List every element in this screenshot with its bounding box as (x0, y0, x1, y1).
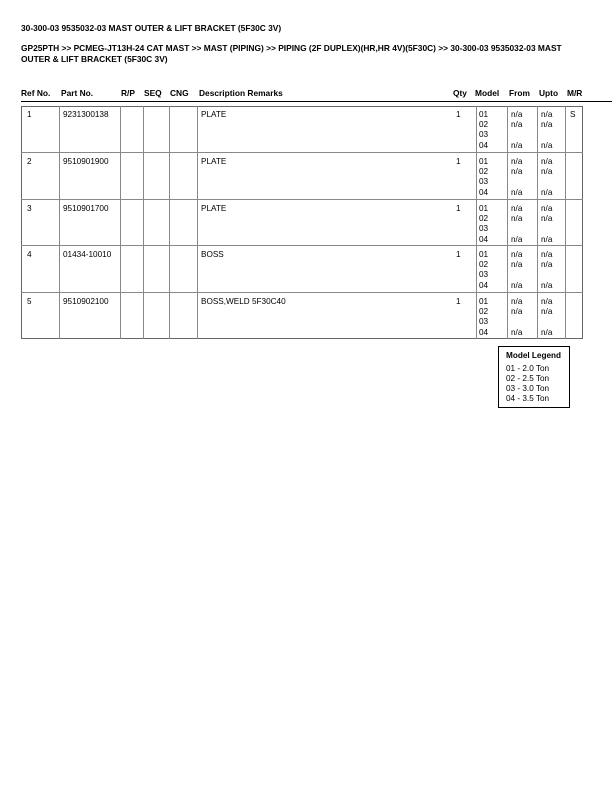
upto-list (541, 250, 552, 291)
from-value: n/a (511, 187, 523, 197)
breadcrumb: GP25PTH >> PCMEG-JT13H-24 CAT MAST >> MAST (PIPING) >> PIPING (2F DUPLEX)(HR,HR 4V)(5F30C) >> 30-300-03 9535032-03 MAST OUTER & LIFT BRACKET (5F30C 3V) (21, 43, 562, 64)
col-part-no: Part No. (61, 88, 94, 98)
model-code: 02 (479, 214, 489, 224)
from-value: n/a (511, 157, 523, 166)
model-code: 01 (479, 204, 489, 213)
upto-list (541, 157, 552, 198)
from-list (511, 297, 522, 338)
from-value: n/a (511, 327, 523, 337)
upto-value: n/a (541, 297, 553, 306)
model-code: 01 (479, 110, 489, 119)
qty: 1 (456, 250, 461, 259)
upto-value: n/a (541, 234, 553, 244)
model-code: 03 (479, 224, 489, 234)
upto-value: n/a (541, 214, 553, 224)
model-list (479, 250, 488, 291)
upto-value: n/a (541, 250, 553, 259)
part-no: 9231300138 (63, 110, 109, 119)
upto-value: n/a (541, 327, 553, 337)
model-legend (498, 346, 570, 408)
column-divider (169, 106, 170, 339)
from-value: n/a (511, 110, 523, 119)
upto-value: n/a (541, 307, 553, 317)
mr-flag: S (570, 110, 576, 119)
description: BOSS (201, 250, 224, 259)
qty: 1 (456, 297, 461, 306)
part-no: 9510901900 (63, 157, 109, 166)
part-no: 9510901700 (63, 204, 109, 213)
upto-value (541, 270, 552, 280)
row-divider (21, 245, 583, 246)
from-value: n/a (511, 140, 523, 150)
model-code: 01 (479, 157, 489, 166)
col-upto: Upto (539, 88, 559, 98)
from-value (511, 177, 522, 187)
model-code: 01 (479, 297, 489, 306)
from-value: n/a (511, 307, 523, 317)
ref-no: 2 (27, 157, 32, 166)
row-divider (21, 199, 583, 200)
model-code: 04 (479, 187, 489, 197)
legend-item: 03 - 3.0 Ton (506, 384, 550, 393)
column-divider (120, 106, 121, 339)
upto-value: n/a (541, 140, 553, 150)
qty: 1 (456, 157, 461, 166)
upto-list (541, 204, 552, 245)
from-value: n/a (511, 120, 523, 130)
col-model: Model (475, 88, 500, 98)
upto-value (541, 130, 552, 140)
from-value: n/a (511, 204, 523, 213)
column-divider (565, 106, 566, 339)
page-title: 30-300-03 9535032-03 MAST OUTER & LIFT BRACKET (5F30C 3V) (21, 23, 282, 33)
from-list (511, 250, 522, 291)
from-value: n/a (511, 297, 523, 306)
model-code: 04 (479, 327, 489, 337)
upto-value: n/a (541, 187, 553, 197)
upto-list (541, 110, 552, 151)
ref-no: 1 (27, 110, 32, 119)
upto-value: n/a (541, 157, 553, 166)
model-code: 03 (479, 177, 489, 187)
ref-no: 3 (27, 204, 32, 213)
row-divider (21, 292, 583, 293)
model-code: 04 (479, 280, 489, 290)
col-mr: M/R (567, 88, 583, 98)
model-code: 03 (479, 130, 489, 140)
model-list (479, 204, 488, 245)
col-description: Description Remarks (199, 88, 283, 98)
from-value: n/a (511, 280, 523, 290)
from-value: n/a (511, 234, 523, 244)
upto-value: n/a (541, 204, 553, 213)
legend-item: 01 - 2.0 Ton (506, 364, 550, 373)
col-from: From (509, 88, 530, 98)
from-list (511, 110, 522, 151)
model-code: 02 (479, 260, 489, 270)
description: BOSS,WELD 5F30C40 (201, 297, 286, 306)
upto-value: n/a (541, 120, 553, 130)
from-value: n/a (511, 167, 523, 177)
col-cng: CNG (170, 88, 189, 98)
from-value: n/a (511, 260, 523, 270)
column-divider (537, 106, 538, 339)
col-seq: SEQ (144, 88, 162, 98)
description: PLATE (201, 157, 227, 166)
model-code: 04 (479, 140, 489, 150)
header-rule (21, 101, 612, 102)
legend-item: 02 - 2.5 Ton (506, 374, 550, 383)
from-list (511, 204, 522, 245)
legend-item: 04 - 3.5 Ton (506, 394, 550, 403)
from-value (511, 270, 522, 280)
model-code: 02 (479, 307, 489, 317)
upto-value: n/a (541, 260, 553, 270)
legend-title: Model Legend (506, 351, 562, 360)
col-rp: R/P (121, 88, 135, 98)
upto-value (541, 224, 552, 234)
column-divider (197, 106, 198, 339)
column-divider (143, 106, 144, 339)
model-code: 02 (479, 120, 489, 130)
row-divider (21, 152, 583, 153)
column-divider (476, 106, 477, 339)
upto-value: n/a (541, 280, 553, 290)
upto-list (541, 297, 552, 338)
model-list (479, 157, 488, 198)
model-code: 04 (479, 234, 489, 244)
part-no: 9510902100 (63, 297, 109, 306)
description: PLATE (201, 110, 227, 119)
column-divider (59, 106, 60, 339)
upto-value: n/a (541, 167, 553, 177)
from-list (511, 157, 522, 198)
from-value (511, 317, 522, 327)
part-no: 01434-10010 (63, 250, 112, 259)
qty: 1 (456, 204, 461, 213)
qty: 1 (456, 110, 461, 119)
from-value (511, 224, 522, 234)
col-qty: Qty (453, 88, 467, 98)
model-code: 03 (479, 317, 489, 327)
ref-no: 4 (27, 250, 32, 259)
ref-no: 5 (27, 297, 32, 306)
model-list (479, 110, 488, 151)
model-code: 03 (479, 270, 489, 280)
column-divider (507, 106, 508, 339)
description: PLATE (201, 204, 227, 213)
legend-list (506, 364, 549, 404)
upto-value (541, 317, 552, 327)
model-code: 01 (479, 250, 489, 259)
upto-value: n/a (541, 110, 553, 119)
col-ref-no: Ref No. (21, 88, 51, 98)
from-value (511, 130, 522, 140)
from-value: n/a (511, 214, 523, 224)
from-value: n/a (511, 250, 523, 259)
model-code: 02 (479, 167, 489, 177)
upto-value (541, 177, 552, 187)
model-list (479, 297, 488, 338)
